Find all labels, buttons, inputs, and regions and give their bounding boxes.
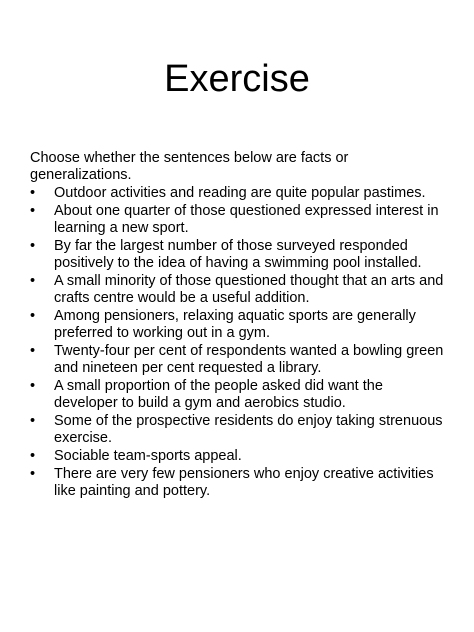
bullet-icon: • xyxy=(30,203,36,219)
bullet-icon: • xyxy=(30,185,36,201)
list-item-text: Outdoor activities and reading are quite popular pastimes. xyxy=(54,185,426,201)
list-item xyxy=(30,448,450,465)
list-item-text: A small minority of those questioned thought that an arts and crafts centre would be a useful addition. xyxy=(54,273,444,306)
bullet-icon: • xyxy=(30,238,36,254)
list-item xyxy=(30,378,450,412)
list-item-text: Twenty-four per cent of respondents wanted a bowling green and nineteen per cent requested a library. xyxy=(54,343,444,376)
bullet-icon: • xyxy=(30,378,36,394)
slide-title: Exercise xyxy=(164,58,310,100)
list-item xyxy=(30,466,450,500)
list-item-text: Some of the prospective residents do enjoy taking strenuous exercise. xyxy=(54,413,443,446)
list-item xyxy=(30,238,450,272)
list-item xyxy=(30,413,450,447)
list-item-text: Sociable team-sports appeal. xyxy=(54,448,242,464)
bullet-list xyxy=(30,185,450,500)
bullet-icon: • xyxy=(30,466,36,482)
bullet-icon: • xyxy=(30,273,36,289)
list-item-text: About one quarter of those questioned expressed interest in learning a new sport. xyxy=(54,203,439,236)
list-item xyxy=(30,273,450,307)
bullet-icon: • xyxy=(30,448,36,464)
list-item xyxy=(30,185,450,202)
bullet-icon: • xyxy=(30,343,36,359)
list-item-text: Among pensioners, relaxing aquatic sports are generally preferred to working out in a gym. xyxy=(54,308,416,341)
slide-body xyxy=(30,150,450,501)
list-item xyxy=(30,308,450,342)
list-item xyxy=(30,343,450,377)
list-item-text: By far the largest number of those surveyed responded positively to the idea of having a swimming pool installed. xyxy=(54,238,422,271)
intro-text: Choose whether the sentences below are facts or generalizations. xyxy=(30,150,349,183)
list-item-text: There are very few pensioners who enjoy creative activities like painting and pottery. xyxy=(54,466,434,499)
bullet-icon: • xyxy=(30,413,36,429)
bullet-icon: • xyxy=(30,308,36,324)
list-item-text: A small proportion of the people asked did want the developer to build a gym and aerobics studio. xyxy=(54,378,383,411)
list-item xyxy=(30,203,450,237)
